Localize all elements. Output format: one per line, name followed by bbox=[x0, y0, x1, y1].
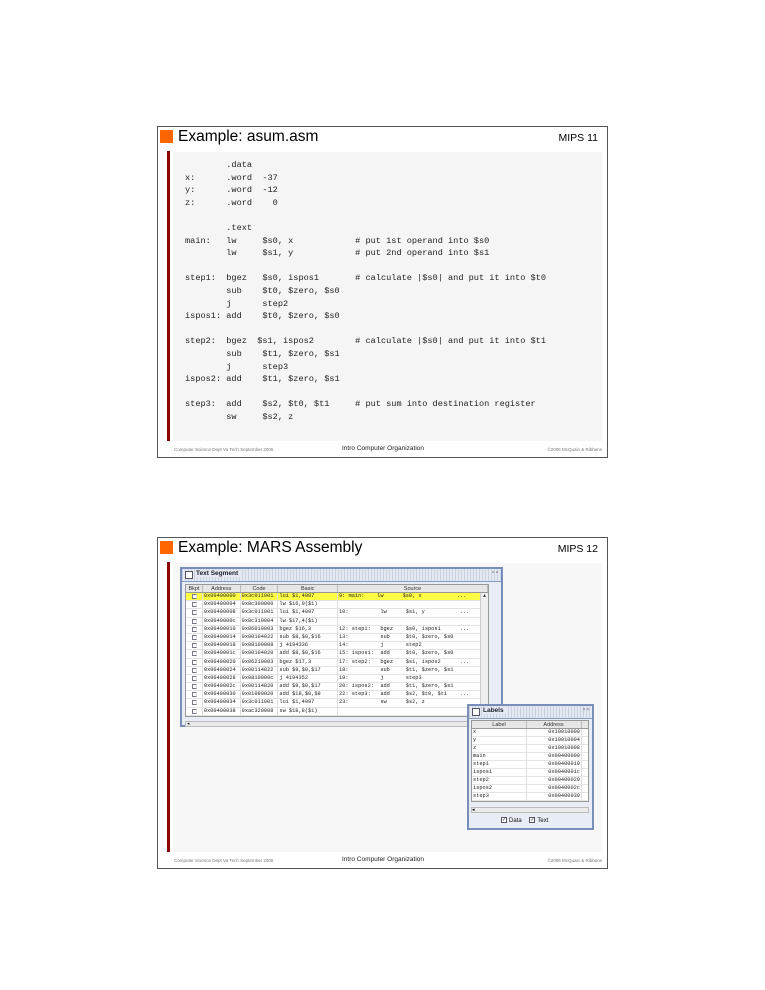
address-cell: 0x0040001c bbox=[203, 650, 241, 657]
table-row[interactable] bbox=[186, 691, 488, 699]
footer-center: Intro Computer Organization bbox=[342, 856, 425, 863]
code-cell: 0x00114822 bbox=[241, 667, 279, 674]
basic-cell: sub $9,$0,$17 bbox=[278, 667, 338, 674]
basic-cell: lui $1,4097 bbox=[278, 609, 338, 616]
source-cell: 19: j step3 bbox=[338, 675, 488, 682]
basic-cell: bgez $17,3 bbox=[278, 659, 338, 666]
table-row[interactable] bbox=[186, 650, 488, 658]
col-basic[interactable]: Basic bbox=[278, 585, 338, 592]
basic-cell: lui $1,4097 bbox=[278, 699, 338, 706]
label-cell: x bbox=[472, 729, 527, 736]
breakpoint-checkbox[interactable] bbox=[192, 635, 197, 640]
horizontal-scrollbar[interactable]: ◂ bbox=[185, 721, 489, 727]
slide-title: Example: asum.asm bbox=[178, 128, 319, 145]
code-cell: 0x06210003 bbox=[241, 659, 279, 666]
source-cell: 20: ispos2: add $t1, $zero, $s1 bbox=[338, 683, 488, 690]
orange-bullet-icon bbox=[160, 130, 173, 143]
label-cell: z bbox=[472, 745, 527, 752]
breakpoint-checkbox[interactable] bbox=[192, 676, 197, 681]
breakpoint-cell bbox=[186, 626, 203, 633]
breakpoint-checkbox[interactable] bbox=[192, 668, 197, 673]
code-cell: 0x8c300000 bbox=[241, 601, 279, 608]
address-cell: 0x0040002c bbox=[203, 683, 241, 690]
window-icon bbox=[185, 571, 193, 579]
label-cell: ispos1 bbox=[472, 769, 527, 776]
slide-mars-assembly bbox=[157, 537, 608, 869]
col-source[interactable]: Source bbox=[338, 585, 488, 592]
breakpoint-checkbox[interactable] bbox=[192, 692, 197, 697]
col-label[interactable]: Label bbox=[472, 721, 527, 728]
basic-cell: sw $18,8($1) bbox=[278, 708, 338, 715]
table-row[interactable] bbox=[186, 642, 488, 650]
source-cell bbox=[338, 618, 488, 625]
data-checkbox-label: Data bbox=[509, 817, 522, 824]
window-title-bar[interactable] bbox=[469, 706, 592, 719]
code-cell: 0x3c011001 bbox=[241, 593, 279, 600]
breakpoint-checkbox[interactable] bbox=[192, 643, 197, 648]
table-row[interactable] bbox=[186, 667, 488, 675]
checkmark-icon: ✓ bbox=[530, 817, 535, 823]
table-row[interactable] bbox=[472, 793, 588, 801]
window-title: Text Segment bbox=[196, 570, 241, 577]
address-cell: 0x00400034 bbox=[203, 699, 241, 706]
table-row[interactable] bbox=[472, 785, 588, 793]
breakpoint-checkbox[interactable] bbox=[192, 709, 197, 714]
table-row[interactable] bbox=[186, 675, 488, 683]
slide-title: Example: MARS Assembly bbox=[178, 539, 363, 556]
footer-left: Computer Science Dept Va Tech September 2006 bbox=[174, 858, 274, 863]
table-header bbox=[472, 721, 588, 729]
side-accent-bar bbox=[167, 562, 170, 852]
table-row[interactable] bbox=[186, 683, 488, 691]
label-cell: step3 bbox=[472, 793, 527, 800]
breakpoint-cell bbox=[186, 609, 203, 616]
address-cell: 0x10010004 bbox=[527, 737, 582, 744]
code-cell: 0x8c310004 bbox=[241, 618, 279, 625]
breakpoint-checkbox[interactable] bbox=[192, 684, 197, 689]
col-address[interactable]: Address bbox=[203, 585, 241, 592]
orange-bullet-icon bbox=[160, 541, 173, 554]
breakpoint-cell bbox=[186, 650, 203, 657]
source-cell bbox=[338, 601, 488, 608]
code-cell: 0x00104022 bbox=[241, 634, 279, 641]
text-checkbox-label: Text bbox=[537, 817, 549, 824]
breakpoint-cell bbox=[186, 593, 203, 600]
table-row[interactable] bbox=[472, 745, 588, 753]
basic-cell: bgez $16,3 bbox=[278, 626, 338, 633]
breakpoint-checkbox[interactable] bbox=[192, 594, 197, 599]
text-segment-table bbox=[185, 584, 489, 717]
table-row[interactable] bbox=[186, 699, 488, 707]
address-cell: 0x00400010 bbox=[527, 761, 582, 768]
table-row[interactable] bbox=[186, 708, 488, 716]
breakpoint-checkbox[interactable] bbox=[192, 602, 197, 607]
basic-cell: j 4194352 bbox=[278, 675, 338, 682]
slide-header bbox=[158, 538, 607, 562]
slide-tag: MIPS 12 bbox=[557, 543, 598, 555]
label-cell: step2 bbox=[472, 777, 527, 784]
basic-cell: add $9,$0,$17 bbox=[278, 683, 338, 690]
footer-right: ©2006 McQuain & Ribbens bbox=[547, 447, 602, 452]
breakpoint-cell bbox=[186, 642, 203, 649]
table-body bbox=[186, 593, 488, 716]
source-cell: 9: main: lw $s0, x ... bbox=[338, 593, 488, 600]
table-body bbox=[472, 729, 588, 801]
address-cell: 0x10010000 bbox=[527, 729, 582, 736]
table-row[interactable] bbox=[186, 626, 488, 634]
address-cell: 0x00400028 bbox=[203, 675, 241, 682]
address-cell: 0x00400000 bbox=[527, 753, 582, 760]
address-cell: 0x00400030 bbox=[527, 793, 582, 800]
table-row[interactable] bbox=[472, 737, 588, 745]
col-code[interactable]: Code bbox=[241, 585, 279, 592]
code-cell: 0x00104020 bbox=[241, 650, 279, 657]
footer-left: Computer Science Dept Va Tech September 2006 bbox=[174, 447, 274, 452]
address-cell: 0x00400038 bbox=[203, 708, 241, 715]
slide-footer bbox=[174, 443, 602, 455]
slide-tag: MIPS 11 bbox=[558, 132, 598, 144]
col-address[interactable]: Address bbox=[527, 721, 582, 728]
address-cell: 0x0040002c bbox=[527, 785, 582, 792]
breakpoint-checkbox[interactable] bbox=[192, 610, 197, 615]
breakpoint-checkbox[interactable] bbox=[192, 660, 197, 665]
table-header bbox=[186, 585, 488, 593]
label-cell: ispos2 bbox=[472, 785, 527, 792]
label-cell: step1 bbox=[472, 761, 527, 768]
address-cell: 0x00400008 bbox=[203, 609, 241, 616]
breakpoint-cell bbox=[186, 675, 203, 682]
label-filters bbox=[501, 817, 554, 824]
table-row[interactable] bbox=[186, 593, 488, 601]
breakpoint-checkbox[interactable] bbox=[192, 700, 197, 705]
address-cell: 0x10010008 bbox=[527, 745, 582, 752]
table-row[interactable] bbox=[472, 729, 588, 737]
source-cell: 14: j step2 bbox=[338, 642, 488, 649]
table-row[interactable] bbox=[472, 769, 588, 777]
table-row[interactable] bbox=[472, 753, 588, 761]
code-cell: 0x00114820 bbox=[241, 683, 279, 690]
window-title: Labels bbox=[483, 707, 507, 714]
breakpoint-cell bbox=[186, 683, 203, 690]
breakpoint-cell bbox=[186, 691, 203, 698]
basic-cell: add $18,$8,$9 bbox=[278, 691, 338, 698]
code-cell: 0xac320008 bbox=[241, 708, 279, 715]
code-cell: 0x3c011001 bbox=[241, 699, 279, 706]
table-row[interactable] bbox=[186, 659, 488, 667]
basic-cell: lui $1,4097 bbox=[278, 593, 338, 600]
basic-cell: sub $8,$0,$16 bbox=[278, 634, 338, 641]
breakpoint-cell bbox=[186, 708, 203, 715]
footer-right: ©2006 McQuain & Ribbens bbox=[547, 858, 602, 863]
address-cell: 0x00400020 bbox=[527, 777, 582, 784]
text-segment-window bbox=[180, 567, 503, 727]
address-cell: 0x00400000 bbox=[203, 593, 241, 600]
basic-cell: lw $17,4($1) bbox=[278, 618, 338, 625]
source-cell: 18: sub $t1, $zero, $s1 bbox=[338, 667, 488, 674]
breakpoint-cell bbox=[186, 634, 203, 641]
table-row[interactable] bbox=[472, 777, 588, 785]
breakpoint-cell bbox=[186, 659, 203, 666]
code-cell: 0x01099020 bbox=[241, 691, 279, 698]
window-title-bar[interactable] bbox=[182, 569, 501, 582]
basic-cell: j 4194336 bbox=[278, 642, 338, 649]
source-cell bbox=[338, 708, 488, 715]
source-cell: 17: step2: bgez $s1, ispos2 ... bbox=[338, 659, 488, 666]
window-resize-icons[interactable]: ▫ ▫ bbox=[492, 570, 498, 576]
address-cell: 0x00400010 bbox=[203, 626, 241, 633]
address-cell: 0x0040000c bbox=[203, 618, 241, 625]
checkmark-icon: ✓ bbox=[502, 817, 507, 823]
label-cell: main bbox=[472, 753, 527, 760]
source-cell: 23: sw $s2, z bbox=[338, 699, 488, 706]
breakpoint-cell bbox=[186, 618, 203, 625]
address-cell: 0x00400024 bbox=[203, 667, 241, 674]
table-row[interactable] bbox=[186, 618, 488, 626]
source-cell: 15: ispos1: add $t0, $zero, $s0 bbox=[338, 650, 488, 657]
col-bkpt[interactable]: Bkpt bbox=[186, 585, 203, 592]
breakpoint-cell bbox=[186, 699, 203, 706]
window-icon bbox=[472, 708, 480, 716]
breakpoint-checkbox[interactable] bbox=[192, 651, 197, 656]
breakpoint-cell bbox=[186, 667, 203, 674]
slide-footer bbox=[174, 854, 602, 866]
source-cell: 13: sub $t0, $zero, $s0 bbox=[338, 634, 488, 641]
address-cell: 0x00400018 bbox=[203, 642, 241, 649]
footer-center: Intro Computer Organization bbox=[342, 445, 425, 452]
table-row[interactable] bbox=[186, 609, 488, 617]
address-cell: 0x00400030 bbox=[203, 691, 241, 698]
window-resize-icons[interactable]: ▫ ▫ bbox=[583, 707, 589, 713]
vertical-scrollbar[interactable]: ▲ bbox=[480, 593, 488, 716]
address-cell: 0x00400014 bbox=[203, 634, 241, 641]
table-row[interactable] bbox=[186, 634, 488, 642]
code-cell: 0x06010003 bbox=[241, 626, 279, 633]
code-cell: 0x08100008 bbox=[241, 642, 279, 649]
source-cell: 10: lw $s1, y ... bbox=[338, 609, 488, 616]
labels-window bbox=[467, 704, 594, 830]
basic-cell: add $8,$0,$16 bbox=[278, 650, 338, 657]
code-box bbox=[173, 152, 602, 441]
source-cell: 12: step1: bgez $s0, ispos1 ... bbox=[338, 626, 488, 633]
code-cell: 0x0810000c bbox=[241, 675, 279, 682]
side-accent-bar bbox=[167, 151, 170, 441]
slide-header bbox=[158, 127, 607, 151]
breakpoint-cell bbox=[186, 601, 203, 608]
slide-asum-asm bbox=[157, 126, 608, 458]
address-cell: 0x0040001c bbox=[527, 769, 582, 776]
label-cell: y bbox=[472, 737, 527, 744]
code-cell: 0x3c011001 bbox=[241, 609, 279, 616]
table-row[interactable] bbox=[186, 601, 488, 609]
data-checkbox[interactable] bbox=[501, 818, 522, 824]
breakpoint-checkbox[interactable] bbox=[192, 627, 197, 632]
text-checkbox[interactable] bbox=[529, 818, 548, 824]
address-cell: 0x00400020 bbox=[203, 659, 241, 666]
assembly-code: .data x: .word -37 y: .word -12 z: .word 0 .text main: lw $s0, x # put 1st operand into $s0 lw $s1, y # put 2nd operand into $s1 step1: bgez $s0, ispos1 # calculate |$s0| and put it into $t0 sub $t0, $zero, $s0 j step2 ispos1: add $t0, $zero, $s0 step2: bgez $s1, ispos2 # calculate |$s0| and put it into $t1 sub $t1, $zero, $s1 j step3 ispos2: add $t1, $zero, $s1 step3: add $s2, $t0, $t1 # put sum into destination register sw $s2, z bbox=[185, 160, 546, 422]
table-row[interactable] bbox=[472, 761, 588, 769]
horizontal-scrollbar[interactable]: ◂ bbox=[471, 807, 589, 813]
source-cell: 22: step3: add $s2, $t0, $t1 ... bbox=[338, 691, 488, 698]
address-cell: 0x00400004 bbox=[203, 601, 241, 608]
breakpoint-checkbox[interactable] bbox=[192, 619, 197, 624]
basic-cell: lw $16,0($1) bbox=[278, 601, 338, 608]
labels-table bbox=[471, 720, 589, 802]
